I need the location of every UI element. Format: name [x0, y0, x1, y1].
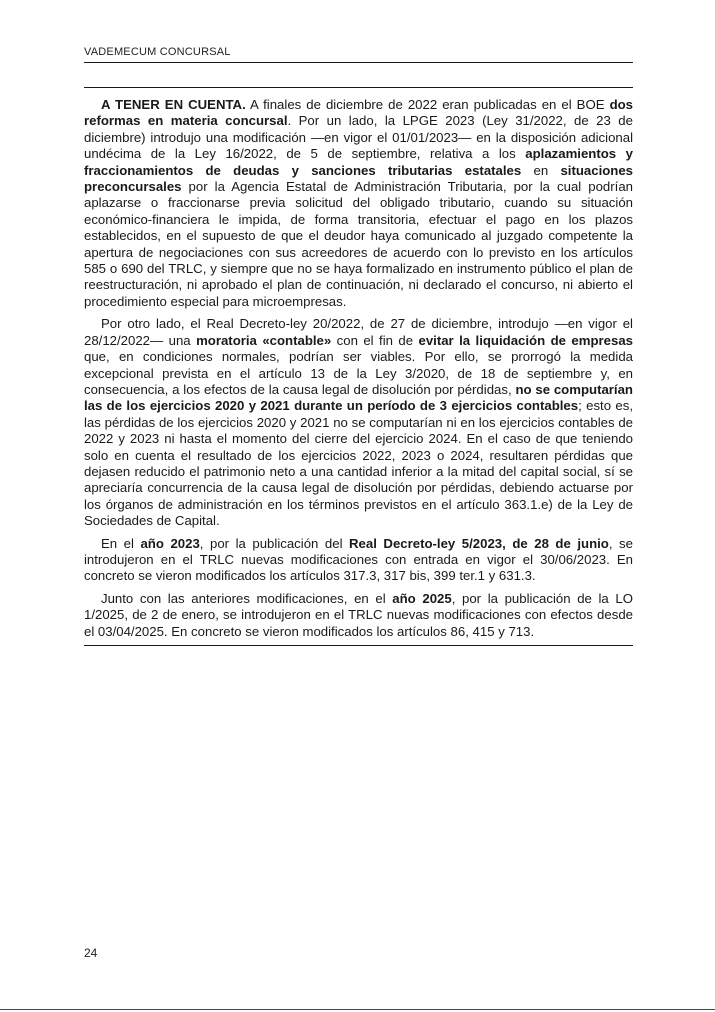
callout-top-rule — [84, 87, 633, 88]
header-rule — [84, 62, 633, 63]
callout-box — [84, 97, 633, 646]
callout-paragraph-1 — [84, 97, 633, 310]
body-text: En el — [101, 535, 141, 551]
page-number: 24 — [84, 946, 98, 960]
body-text: que, en condiciones normales, podrían ser viables. Por ello, se prorrogó la medida excepcional prevista en el artículo 13 de la Ley 3/2020, de 18 de septiembre y, en consecuencia, a los efectos de la causa legal de disolución por pérdidas, — [84, 349, 633, 397]
page-bottom-edge — [0, 1009, 715, 1010]
callout-paragraph-2 — [84, 316, 633, 529]
callout-paragraph-4 — [84, 591, 633, 640]
body-text: Por otro lado, el Real Decreto-ley 20/2022, de 27 de diciembre, introdujo —en vigor el 28/12/2022— una — [84, 316, 633, 348]
running-head: VADEMECUM CONCURSAL — [84, 46, 231, 58]
body-text: en — [521, 162, 561, 178]
body-text: . Por un lado, la LPGE 2023 (Ley 31/2022, de 23 de diciembre) introdujo una modificación —en vigor el 01/01/2023— en la disposición adicional undécima de la Ley 16/2022, de 5 de septiembre, relativa a los — [84, 113, 633, 162]
body-text: , por la publicación del — [199, 535, 350, 551]
body-text: ; esto es, las pérdidas de los ejercicios 2020 y 2021 no se computarían ni en los ejercicios contables de 2022 y 2023 ni hasta el momento del cierre del ejercicio 2024. En el caso de que teniendo solo en cuenta el resultado de los ejercicios 2022, 2023 o 2024, resultaren pérdidas que dejasen reducido el patrimonio neto a una cantidad inferior a la mitad del capital social, sí se apreciaría concurrencia de la causa legal de disolución por pérdidas, debiendo actuarse por los órganos de administración en los términos previstos en el artículo 363.1.e) de la Ley de Sociedades de Capital. — [84, 398, 633, 529]
callout-paragraph-3 — [84, 536, 633, 585]
bold-text: Real Decreto-ley 5/2023, de 28 de junio — [349, 535, 609, 551]
bold-text: situaciones preconcursales — [84, 162, 634, 195]
body-text: con el fin de — [331, 332, 419, 348]
bold-text: moratoria «contable» — [196, 332, 332, 348]
bold-text: evitar la liquidación de empresas — [418, 332, 633, 348]
body-text: por la Agencia Estatal de Administración Tributaria, por la cual podrían aplazarse o fraccionarse previa solicitud del obligado tributario, cuando su situación económico-financiera le impida, de forma transitoria, efectuar el pago en los plazos establecidos, en el supuesto de que el deudor haya comunicado al juzgado competente la apertura de negociaciones con sus acreedores de acuerdo con lo previsto en los artículos 585 o 690 del TRLC, y siempre que no se haya formalizado en instrumento público el plan de reestructuración, ni aprobado el plan de continuación, ni declarado el concurso, ni abierto el procedimiento especial para microempresas. — [84, 179, 633, 309]
bold-text: año 2023 — [140, 535, 200, 551]
bold-text: A TENER EN CUENTA. — [101, 97, 246, 112]
bold-text: año 2025 — [392, 590, 452, 606]
body-text: A finales de diciembre de 2022 eran publicadas en el BOE — [245, 97, 610, 112]
body-text: , se introdujeron en el TRLC nuevas modificaciones con entrada en vigor el 30/06/2023. En concreto se vieron modificados los artículos 317.3, 317 bis, 399 ter.1 y 631.3. — [84, 535, 633, 584]
callout-bottom-rule — [84, 645, 633, 646]
body-text: Junto con las anteriores modificaciones, en el — [101, 590, 393, 606]
bold-text: no se computarían las de los ejercicios 2020 y 2021 durante un período de 3 ejercicios contables — [84, 381, 633, 414]
bold-text: aplazamientos y fraccionamientos de deudas y sanciones tributarias estatales — [84, 146, 633, 178]
body-text: , por la publicación de la LO 1/2025, de 2 de enero, se introdujeron en el TRLC nuevas modificaciones con efectos desde el 03/04/2025. En concreto se vieron modificados los artículos 86, 415 y 713. — [84, 590, 633, 639]
bold-text: dos reformas en materia concursal — [84, 97, 634, 129]
